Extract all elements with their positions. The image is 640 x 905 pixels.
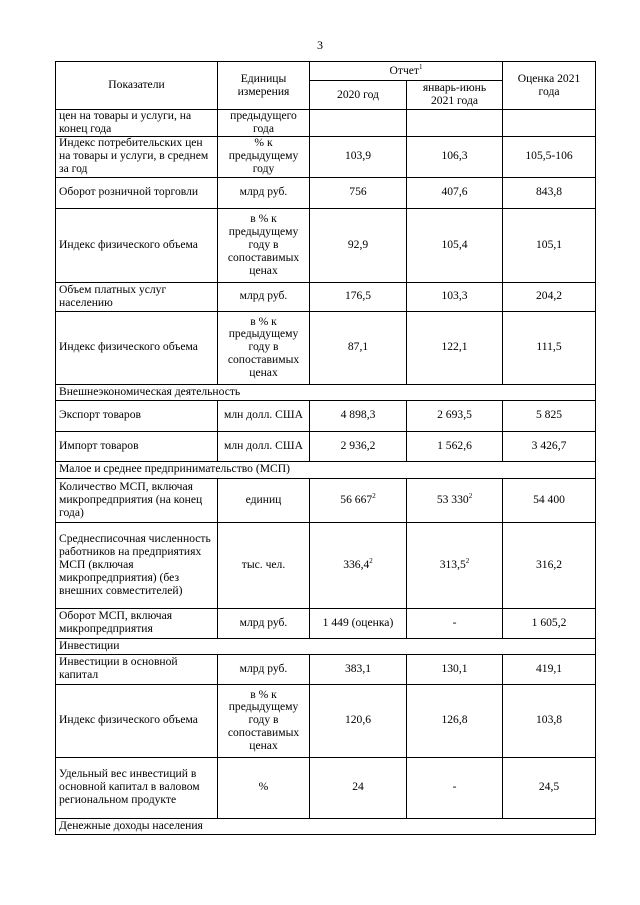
value-2020-cell: 92,9 bbox=[310, 208, 407, 282]
value-estimate-cell: 24,5 bbox=[503, 757, 596, 818]
unit-cell: млн долл. США bbox=[218, 431, 310, 461]
unit-cell: в % к предыдущему году в сопоставимых ценах bbox=[218, 684, 310, 757]
unit-cell: млрд руб. bbox=[218, 282, 310, 311]
unit-cell: млрд руб. bbox=[218, 654, 310, 684]
value-estimate-cell: 204,2 bbox=[503, 282, 596, 311]
value-estimate-cell: 316,2 bbox=[503, 522, 596, 608]
table-row bbox=[56, 282, 596, 311]
table-row bbox=[56, 757, 596, 818]
value-estimate-cell: 3 426,7 bbox=[503, 431, 596, 461]
value-jan-jun-cell: - bbox=[407, 757, 503, 818]
value-jan-jun-cell: 130,1 bbox=[407, 654, 503, 684]
value-jan-jun-cell: 1 562,6 bbox=[407, 431, 503, 461]
value-2020-cell: 1 449 (оценка) bbox=[310, 608, 407, 638]
unit-cell: в % к предыдущему году в сопоставимых ценах bbox=[218, 311, 310, 384]
header-report: Отчет$^1$ bbox=[310, 62, 503, 81]
value-2020-cell: 120,6 bbox=[310, 684, 407, 757]
value-jan-jun-cell: 313,5$^2$ bbox=[407, 522, 503, 608]
footnote-mark: 2 bbox=[465, 557, 470, 565]
indicator-cell: Удельный вес инвестиций в основной капитал в валовом региональном продукте bbox=[56, 757, 218, 818]
indicator-cell: Оборот розничной торговли bbox=[56, 177, 218, 208]
value-2020-cell: 87,1 bbox=[310, 311, 407, 384]
value-estimate-cell: 105,5-106 bbox=[503, 136, 596, 177]
footnote-mark: 2 bbox=[468, 492, 473, 500]
table-body bbox=[56, 110, 596, 835]
indicator-cell: Индекс физического объема bbox=[56, 684, 218, 757]
section-title: Малое и среднее предпринимательство (МСП) bbox=[56, 461, 596, 478]
indicator-cell: цен на товары и услуги, на конец года bbox=[56, 110, 218, 137]
value-estimate-cell: 111,5 bbox=[503, 311, 596, 384]
value-estimate-cell: 843,8 bbox=[503, 177, 596, 208]
table-row bbox=[56, 177, 596, 208]
indicator-cell: Индекс физического объема bbox=[56, 208, 218, 282]
value-estimate-cell bbox=[503, 110, 596, 137]
value-2020-cell: 756 bbox=[310, 177, 407, 208]
value-2020-cell: 4 898,3 bbox=[310, 400, 407, 431]
section-title: Инвестиции bbox=[56, 638, 596, 654]
indicators-table bbox=[55, 61, 596, 835]
section-row bbox=[56, 461, 596, 478]
unit-cell: предыдущего года bbox=[218, 110, 310, 137]
indicator-cell: Индекс потребительских цен на товары и услуги, в среднем за год bbox=[56, 136, 218, 177]
indicator-cell: Инвестиции в основной капитал bbox=[56, 654, 218, 684]
value-jan-jun-cell: 106,3 bbox=[407, 136, 503, 177]
value-jan-jun-cell: - bbox=[407, 608, 503, 638]
value-2020-cell: 176,5 bbox=[310, 282, 407, 311]
value-estimate-cell: 5 825 bbox=[503, 400, 596, 431]
table-row bbox=[56, 654, 596, 684]
unit-cell: % к предыдущему году bbox=[218, 136, 310, 177]
value-2020-cell: 336,4$^2$ bbox=[310, 522, 407, 608]
indicator-cell: Среднесписочная численность работников на предприятиях МСП (включая микропредприятия) (без внешних совместителей) bbox=[56, 522, 218, 608]
value-2020-cell: 103,9 bbox=[310, 136, 407, 177]
indicator-cell: Оборот МСП, включая микропредприятия bbox=[56, 608, 218, 638]
value-jan-jun-cell: 105,4 bbox=[407, 208, 503, 282]
value-estimate-cell: 54 400 bbox=[503, 478, 596, 522]
indicator-cell: Количество МСП, включая микропредприятия (на конец года) bbox=[56, 478, 218, 522]
value-jan-jun-cell: 53 $330^2$ bbox=[407, 478, 503, 522]
header-estimate-2021: Оценка 2021 года bbox=[503, 62, 596, 110]
unit-cell: млн долл. США bbox=[218, 400, 310, 431]
header-indicators: Показатели bbox=[56, 62, 218, 110]
value-2020-cell: 383,1 bbox=[310, 654, 407, 684]
section-title: Внешнеэкономическая деятельность bbox=[56, 384, 596, 400]
table-row bbox=[56, 522, 596, 608]
value-jan-jun-cell: 103,3 bbox=[407, 282, 503, 311]
unit-cell: тыс. чел. bbox=[218, 522, 310, 608]
table-row bbox=[56, 400, 596, 431]
header-year-2020: 2020 год bbox=[310, 81, 407, 110]
value-2020-cell: 24 bbox=[310, 757, 407, 818]
footnote-mark: 2 bbox=[372, 492, 376, 500]
footnote-mark: 1 bbox=[419, 62, 423, 71]
indicator-cell: Импорт товаров bbox=[56, 431, 218, 461]
table-row bbox=[56, 110, 596, 137]
header-jan-jun-2021: январь-июнь 2021 года bbox=[407, 81, 503, 110]
value-estimate-cell: 103,8 bbox=[503, 684, 596, 757]
value-estimate-cell: 105,1 bbox=[503, 208, 596, 282]
table-row bbox=[56, 478, 596, 522]
header-units: Единицы измерения bbox=[218, 62, 310, 110]
indicator-cell: Экспорт товаров bbox=[56, 400, 218, 431]
table-row bbox=[56, 208, 596, 282]
unit-cell: единиц bbox=[218, 478, 310, 522]
section-row bbox=[56, 818, 596, 834]
value-2020-cell: 56 $667^2$ bbox=[310, 478, 407, 522]
section-title: Денежные доходы населения bbox=[56, 818, 596, 834]
value-jan-jun-cell: 407,6 bbox=[407, 177, 503, 208]
table-row bbox=[56, 608, 596, 638]
unit-cell: в % к предыдущему году в сопоставимых ценах bbox=[218, 208, 310, 282]
value-jan-jun-cell: 126,8 bbox=[407, 684, 503, 757]
table-header bbox=[56, 62, 596, 110]
unit-cell: млрд руб. bbox=[218, 608, 310, 638]
section-row bbox=[56, 638, 596, 654]
value-2020-cell bbox=[310, 110, 407, 137]
value-2020-cell: 2 936,2 bbox=[310, 431, 407, 461]
unit-cell: млрд руб. bbox=[218, 177, 310, 208]
value-estimate-cell: 1 605,2 bbox=[503, 608, 596, 638]
indicator-cell: Объем платных услуг населению bbox=[56, 282, 218, 311]
indicator-cell: Индекс физического объема bbox=[56, 311, 218, 384]
table-row bbox=[56, 431, 596, 461]
table-row bbox=[56, 684, 596, 757]
value-jan-jun-cell bbox=[407, 110, 503, 137]
value-jan-jun-cell: 2 693,5 bbox=[407, 400, 503, 431]
unit-cell: % bbox=[218, 757, 310, 818]
value-jan-jun-cell: 122,1 bbox=[407, 311, 503, 384]
section-row bbox=[56, 384, 596, 400]
table-row bbox=[56, 311, 596, 384]
page-number: 3 bbox=[317, 38, 323, 52]
table-row bbox=[56, 136, 596, 177]
footnote-mark: 2 bbox=[369, 557, 373, 565]
value-estimate-cell: 419,1 bbox=[503, 654, 596, 684]
